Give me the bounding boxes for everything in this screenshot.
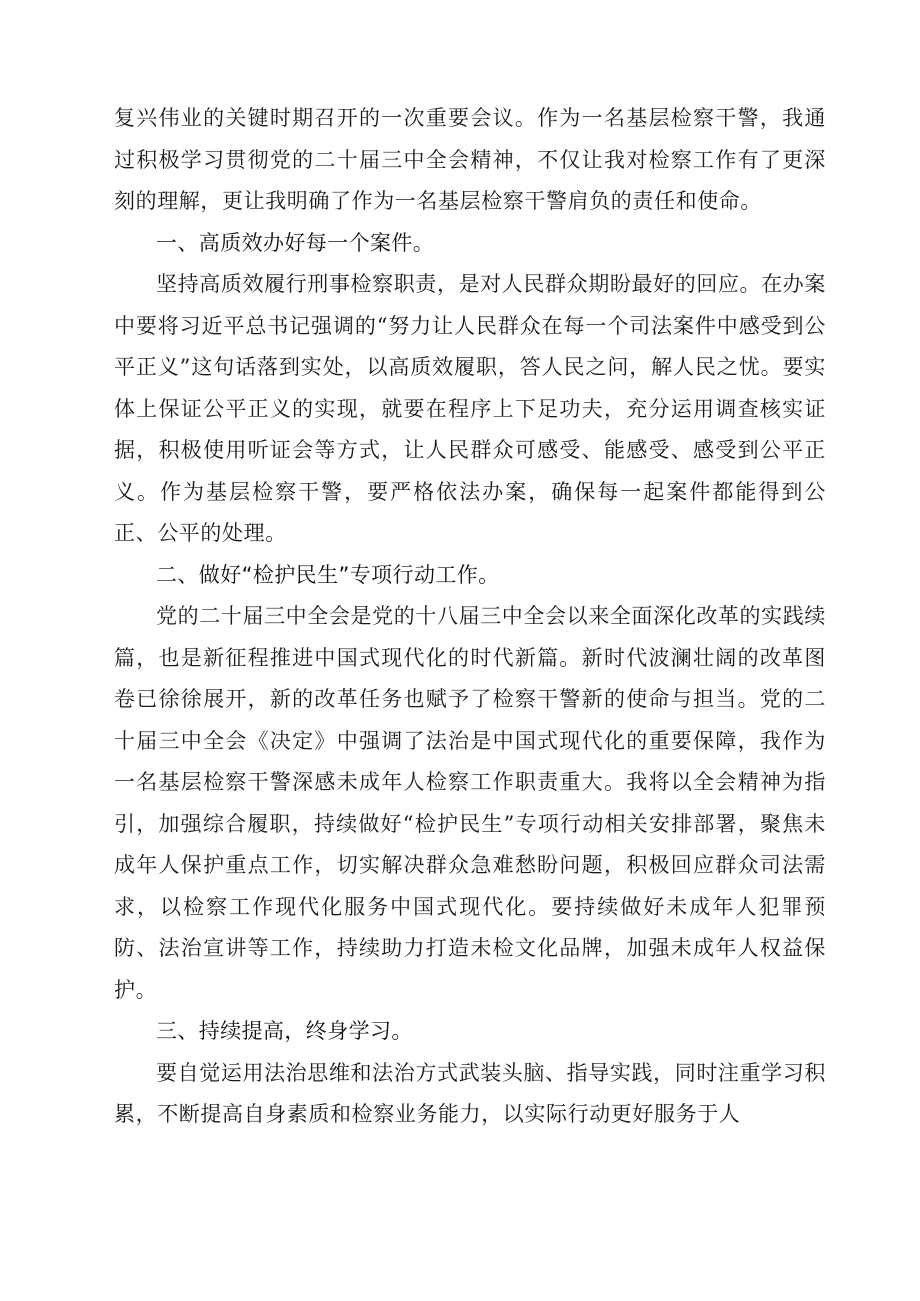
section-body-2: 党的二十届三中全会是党的十八届三中全会以来全面深化改革的实践续篇，也是新征程推进中国式现代化的时代新篇。新时代波澜壮阔的改革图卷已徐徐展开，新的改革任务也赋予了检察干警新的使命与担当。党的二十届三中全会《决定》中强调了法治是中国式现代化的重要保障，我作为一名基层检察干警深感未成年人检察工作职责重大。我将以全会精神为指引，加强综合履职，持续做好“检护民生”专项行动相关安排部署，聚焦未成年人保护重点工作，切实解决群众急难愁盼问题，积极回应群众司法需求，以检察工作现代化服务中国式现代化。要持续做好未成年人犯罪预防、法治宣讲等工作，持续助力打造未检文化品牌，加强未成年人权益保护。 xyxy=(114,604,826,1002)
section-body-1: 坚持高质效履行刑事检察职责，是对人民群众期盼最好的回应。在办案中要将习近平总书记强调的“努力让人民群众在每一个司法案件中感受到公平正义”这句话落到实处，以高质效履职，答人民之问，解人民之忧。要实体上保证公平正义的实现，就要在程序上下足功夫，充分运用调查核实证据，积极使用听证会等方式，让人民群众可感受、能感受、感受到公平正义。作为基层检察干警，要严格依法办案，确保每一起案件都能得到公正、公平的处理。 xyxy=(114,272,826,545)
section-heading-1: 一、高质效办好每一个案件。 xyxy=(156,230,435,255)
section-heading-3: 三、持续提高，终身学习。 xyxy=(156,1019,413,1043)
intro-paragraph: 复兴伟业的关键时期召开的一次重要会议。作为一名基层检察干警，我通过积极学习贯彻党的二十届三中全会精神，不仅让我对检察工作有了更深刻的理解，更让我明确了作为一名基层检察干警肩负的责任和使命。 xyxy=(114,106,826,213)
document-body xyxy=(114,98,826,1136)
section-heading-2: 二、做好“检护民生”专项行动工作。 xyxy=(156,562,500,587)
section-body-3: 要自觉运用法治思维和法治方式武装头脑、指导实践，同时注重学习积累，不断提高自身素质和检察业务能力，以实际行动更好服务于人 xyxy=(114,1060,826,1126)
